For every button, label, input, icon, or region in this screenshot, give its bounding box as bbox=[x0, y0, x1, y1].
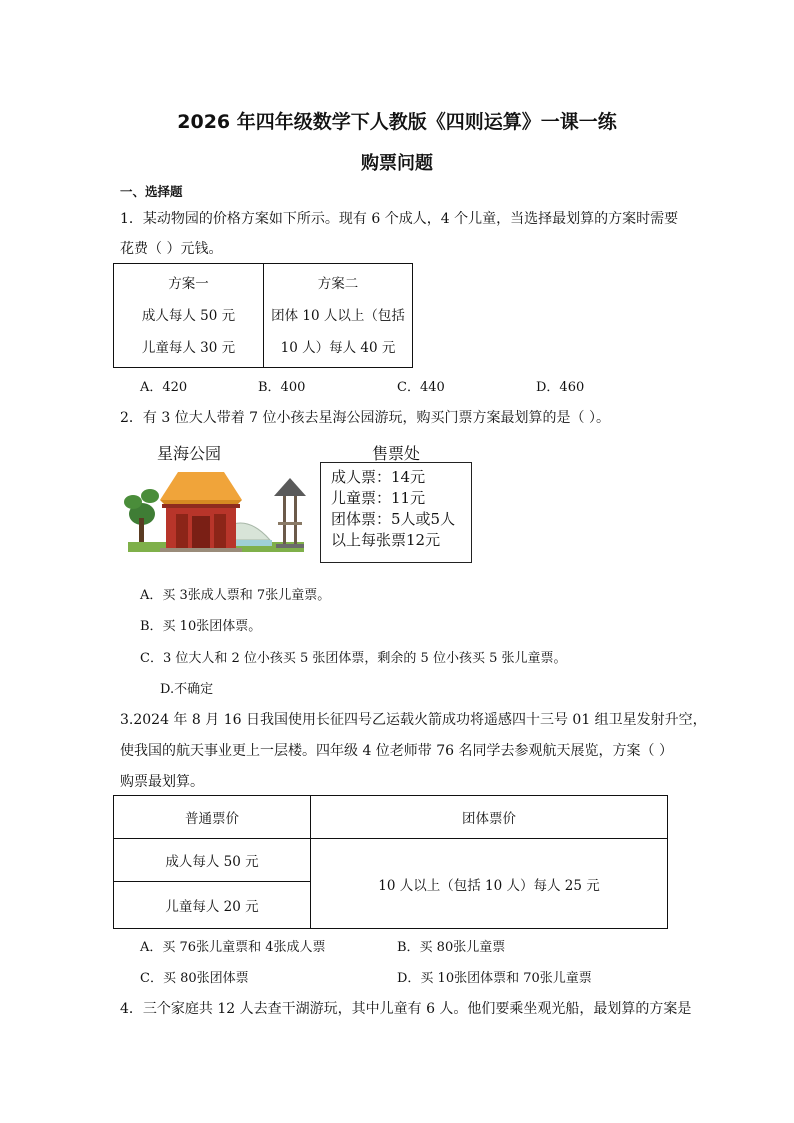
q3-child-price: 儿童每人 20 元 bbox=[114, 882, 311, 929]
q1-plan2-cell bbox=[264, 264, 413, 368]
park-illustration bbox=[120, 466, 306, 556]
q3-adult-price: 成人每人 50 元 bbox=[114, 839, 311, 882]
board-adult-price: 成人票：14元 bbox=[331, 468, 426, 486]
q1-plan1-child: 儿童每人 30 元 bbox=[141, 339, 236, 356]
park-label: 星海公园 bbox=[157, 444, 222, 463]
q1-plan2-line2: 10 人）每人 40 元 bbox=[280, 339, 396, 356]
q2-option-b: B．买 10张团体票。 bbox=[140, 619, 262, 634]
q2-text-line1: 2．有 3 位大人带着 7 位小孩去星海公园游玩，购买门票方案最划算的是（ ）。 bbox=[120, 410, 610, 426]
q2-option-a: A．买 3张成人票和 7张儿童票。 bbox=[140, 588, 331, 603]
q1-option-c: C．440 bbox=[397, 380, 445, 395]
q1-option-b: B．400 bbox=[258, 380, 306, 395]
q1-plan2-line1: 团体 10 人以上（包括 bbox=[271, 307, 405, 324]
q1-option-a: A．420 bbox=[140, 380, 188, 395]
q3-option-d: D．买 10张团体票和 70张儿童票 bbox=[397, 971, 592, 986]
q3-text-line2: 使我国的航天事业更上一层楼。四年级 4 位老师带 76 名同学去参观航天展览，方案（ ） bbox=[120, 743, 673, 759]
q3-group-header: 团体票价 bbox=[311, 796, 668, 839]
board-child-price: 儿童票：11元 bbox=[331, 489, 426, 507]
q3-text-line3: 购票最划算。 bbox=[120, 774, 204, 790]
q1-option-d: D．460 bbox=[536, 380, 585, 395]
board-group-price-line2: 以上每张票12元 bbox=[331, 531, 441, 549]
q3-option-c: C．买 80张团体票 bbox=[140, 971, 249, 986]
q3-price-table bbox=[113, 795, 668, 929]
q3-normal-header: 普通票价 bbox=[114, 796, 311, 839]
q3-group-price: 10 人以上（包括 10 人）每人 25 元 bbox=[311, 839, 668, 929]
q4-text-line1: 4．三个家庭共 12 人去查干湖游玩，其中儿童有 6 人。他们要乘坐观光船，最划算的方案是 bbox=[120, 1001, 692, 1017]
q1-plan2-header: 方案二 bbox=[317, 275, 359, 292]
q3-option-b: B．买 80张儿童票 bbox=[397, 940, 506, 955]
q3-text-line1: 3.2024 年 8 月 16 日我国使用长征四号乙运载火箭成功将遥感四十三号 01 组卫星发射升空， bbox=[120, 712, 707, 728]
q1-text-line1: 1．某动物园的价格方案如下所示。现有 6 个成人，4 个儿童，当选择最划算的方案时需要 bbox=[120, 211, 679, 227]
q1-price-table bbox=[113, 263, 413, 368]
board-group-price-line1: 团体票：5人或5人 bbox=[331, 510, 456, 528]
q2-option-d: D.不确定 bbox=[160, 682, 214, 697]
q1-plan1-header: 方案一 bbox=[168, 275, 209, 292]
ticket-price-board bbox=[320, 462, 472, 563]
page-title: 2026 年四年级数学下人教版《四则运算》一课一练 bbox=[177, 111, 617, 133]
q1-plan1-cell bbox=[114, 264, 264, 368]
ticket-office-label: 售票处 bbox=[372, 444, 421, 463]
q3-option-a: A．买 76张儿童票和 4张成人票 bbox=[140, 940, 326, 955]
q2-option-c: C．3 位大人和 2 位小孩买 5 张团体票，剩余的 5 位小孩买 5 张儿童票。 bbox=[140, 651, 567, 666]
section-label: 一、选择题 bbox=[120, 184, 183, 199]
page-subtitle: 购票问题 bbox=[361, 153, 433, 174]
q1-plan1-adult: 成人每人 50 元 bbox=[141, 307, 236, 324]
q1-text-line2: 花费（ ）元钱。 bbox=[120, 241, 223, 257]
